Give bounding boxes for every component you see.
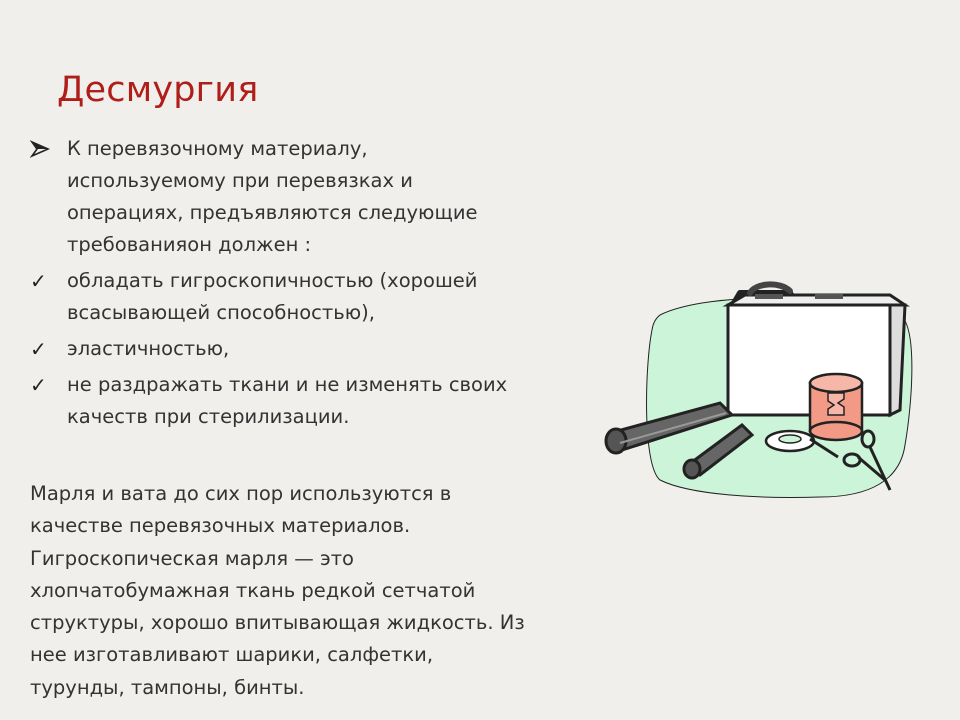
- arrow-bullet-icon: [30, 133, 56, 165]
- check-bullet-icon: ✓: [30, 337, 47, 361]
- slide-title: Десмургия: [57, 70, 259, 110]
- bandage-roll-icon: [810, 374, 862, 440]
- bullet-list: [30, 133, 530, 433]
- bullet-item: [30, 133, 530, 261]
- bullet-item: [30, 265, 530, 329]
- check-bullet-icon: ✓: [30, 373, 47, 397]
- bullet-text: К перевязочному материалу, используемому при перевязках и операциях, предъявляются следующие требованияон должен :: [67, 137, 478, 256]
- first-aid-kit-clipart: [600, 275, 930, 500]
- bullet-text: обладать гигроскопичностью (хорошей всасывающей способностью),: [67, 269, 478, 324]
- body-paragraph: Марля и вата до сих пор используются в качестве перевязочных материалов. Гигроскопическая марля — это хлопчатобумажная ткань редкой сетчатой структуры, хорошо впитывающая жидкость. Из нее изготавливают шарики, салфетки, турунды, тампоны, бинты.: [30, 482, 525, 699]
- bullet-text: эластичностью,: [67, 337, 230, 360]
- bullet-text: не раздражать ткани и не изменять своих качеств при стерилизации.: [67, 373, 508, 428]
- bullet-item: [30, 369, 530, 433]
- bullet-item: [30, 333, 530, 365]
- check-bullet-icon: ✓: [30, 269, 47, 293]
